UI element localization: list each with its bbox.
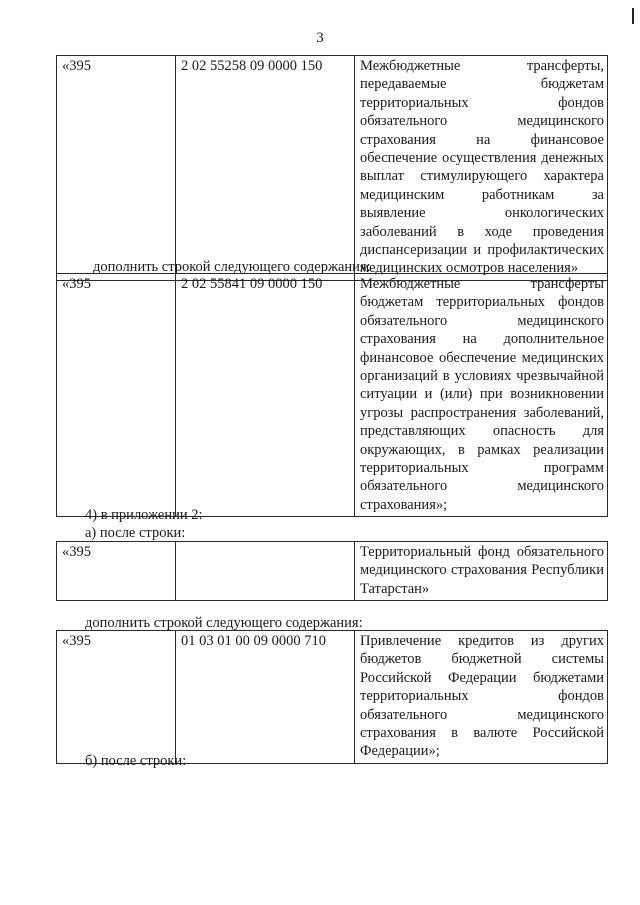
subitem-a-heading: а) после строки: bbox=[85, 525, 186, 541]
instruction-add-row-2: дополнить строкой следующего содержания: bbox=[85, 615, 363, 631]
table-row-55258 bbox=[56, 55, 608, 281]
table-row-fund bbox=[56, 541, 608, 601]
edge-mark bbox=[632, 8, 634, 24]
page-number: 3 bbox=[316, 30, 324, 46]
code-cell: «395 bbox=[57, 274, 176, 517]
kbk-cell bbox=[176, 542, 355, 601]
item-4-heading: 4) в приложении 2: bbox=[85, 507, 203, 523]
code-cell: «395 bbox=[57, 542, 176, 601]
instruction-add-row-1: дополнить строкой следующего содержания: bbox=[93, 259, 371, 275]
code-cell: «395 bbox=[57, 56, 176, 281]
kbk-cell: 2 02 55841 09 0000 150 bbox=[176, 274, 355, 517]
table-row-credits bbox=[56, 630, 608, 764]
description-cell: Привлечение кредитов из других бюджетов бюджетной системы Российской Федерации бюджетами территориальных фондов обязательного медицинского страхования в валюте Российской Федерации»; bbox=[355, 631, 608, 764]
subitem-b-heading: б) после строки: bbox=[85, 753, 187, 769]
description-cell: Межбюджетные трансферты, передаваемые бюджетам территориальных фондов обязательного медицинского страхования на финансовое обеспечение осуществления денежных выплат стимулирующего характера медицинским работникам за выявление онкологических заболеваний в ходе проведения диспансеризации и профилактических медицинских осмотров населения» bbox=[355, 56, 608, 281]
code-cell: «395 bbox=[57, 631, 176, 764]
description-cell: Территориальный фонд обязательного медицинского страхования Республики Татарстан» bbox=[355, 542, 608, 601]
kbk-cell: 2 02 55258 09 0000 150 bbox=[176, 56, 355, 281]
table-row-55841 bbox=[56, 273, 608, 517]
description-cell: Межбюджетные трансферты бюджетам территориальных фондов обязательного медицинского страхования на дополнительное финансовое обеспечение медицинских организаций в условиях чрезвычайной ситуации и (или) при возникновении угрозы распространения заболеваний, представляющих опасность для окружающих, в рамках реализации территориальных программ обязательного медицинского страхования»; bbox=[355, 274, 608, 517]
kbk-cell: 01 03 01 00 09 0000 710 bbox=[176, 631, 355, 764]
